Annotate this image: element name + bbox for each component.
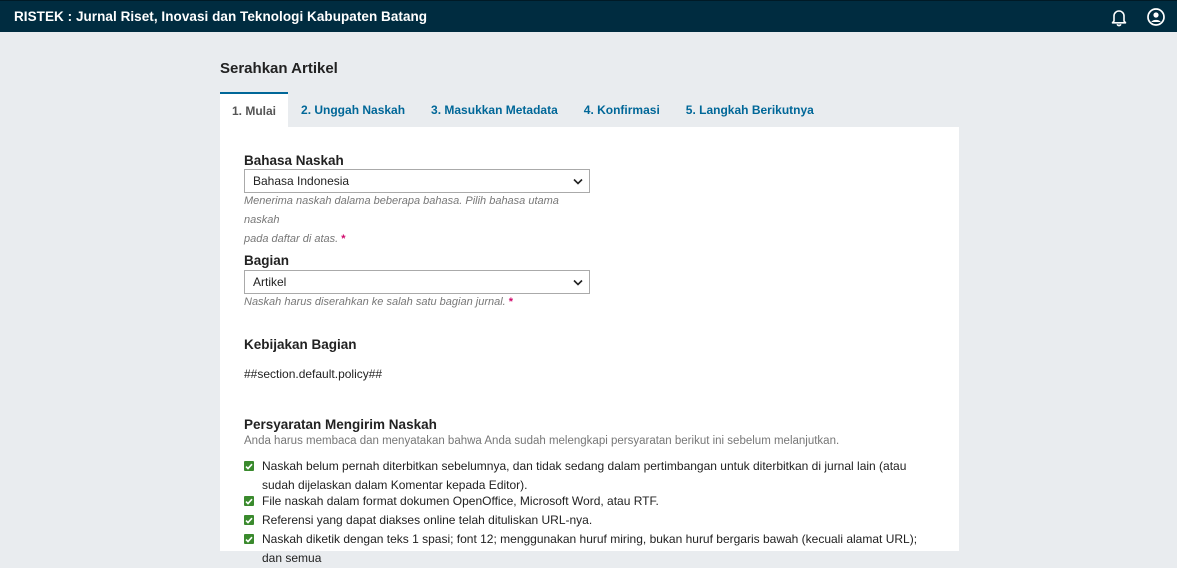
requirements-description: Anda harus membaca dan menyatakan bahwa Anda sudah melengkapi persyaratan berikut ini sebelum melanjutkan. — [244, 435, 840, 447]
requirement-item — [244, 492, 934, 511]
tab-confirmation[interactable]: 4. Konfirmasi — [583, 102, 660, 117]
tab-upload-submission[interactable]: 2. Unggah Naskah — [301, 102, 406, 117]
tab-start[interactable]: 1. Mulai — [220, 92, 288, 127]
requirement-text: Naskah diketik dengan teks 1 spasi; font 12; menggunakan huruf miring, bukan huruf bergaris bawah (kecuali alamat URL); dan semua — [262, 532, 918, 565]
language-label: Bahasa Naskah — [244, 153, 344, 168]
page-title: Serahkan Artikel — [220, 60, 338, 77]
site-title[interactable]: RISTEK : Jurnal Riset, Inovasi dan Teknologi Kabupaten Batang — [14, 9, 428, 24]
submission-form-panel — [220, 127, 959, 565]
requirement-item — [244, 530, 934, 568]
section-policy-text: ##section.default.policy## — [244, 367, 383, 381]
requirement-item — [244, 511, 934, 530]
bell-icon[interactable] — [1111, 8, 1127, 26]
language-select[interactable] — [244, 169, 590, 193]
required-marker: * — [508, 296, 514, 308]
requirement-text: Naskah belum pernah diterbitkan sebelumnya, dan tidak sedang dalam pertimbangan untuk diterbitkan di jurnal lain (atau sudah dijelaskan dalam Komentar kepada Editor). — [262, 459, 907, 492]
language-help-line-2: pada daftar di atas. — [244, 233, 339, 245]
requirement-text: File naskah dalam format dokumen OpenOffice, Microsoft Word, atau RTF. — [262, 494, 659, 508]
checkbox-checked[interactable] — [244, 461, 254, 471]
language-help — [244, 192, 594, 249]
chevron-down-icon — [573, 178, 583, 185]
requirements-label: Persyaratan Mengirim Naskah — [244, 417, 437, 432]
required-marker: * — [341, 233, 346, 245]
tab-enter-metadata[interactable]: 3. Masukkan Metadata — [431, 102, 558, 117]
checkbox-checked[interactable] — [244, 515, 254, 525]
top-navigation-bar — [0, 0, 1177, 32]
section-policy-label: Kebijakan Bagian — [244, 337, 357, 352]
requirement-item — [244, 457, 934, 495]
section-help — [244, 293, 594, 312]
section-label: Bagian — [244, 253, 290, 268]
user-profile-icon[interactable] — [1147, 8, 1165, 26]
section-select-value: Artikel — [253, 275, 287, 289]
section-select[interactable] — [244, 270, 590, 294]
chevron-down-icon — [573, 279, 583, 286]
requirement-text: Referensi yang dapat diakses online telah dituliskan URL-nya. — [262, 513, 593, 527]
section-help-text: Naskah harus diserahkan ke salah satu bagian jurnal. — [244, 296, 506, 308]
tab-next-steps[interactable]: 5. Langkah Berikutnya — [685, 102, 814, 117]
language-help-line-1: Menerima naskah dalama beberapa bahasa. Pilih bahasa utama naskah — [244, 195, 559, 226]
user-actions — [1111, 8, 1165, 26]
submission-steps-tabs — [220, 92, 827, 127]
checkbox-checked[interactable] — [244, 496, 254, 506]
checkbox-checked[interactable] — [244, 534, 254, 544]
language-select-value: Bahasa Indonesia — [253, 174, 350, 188]
